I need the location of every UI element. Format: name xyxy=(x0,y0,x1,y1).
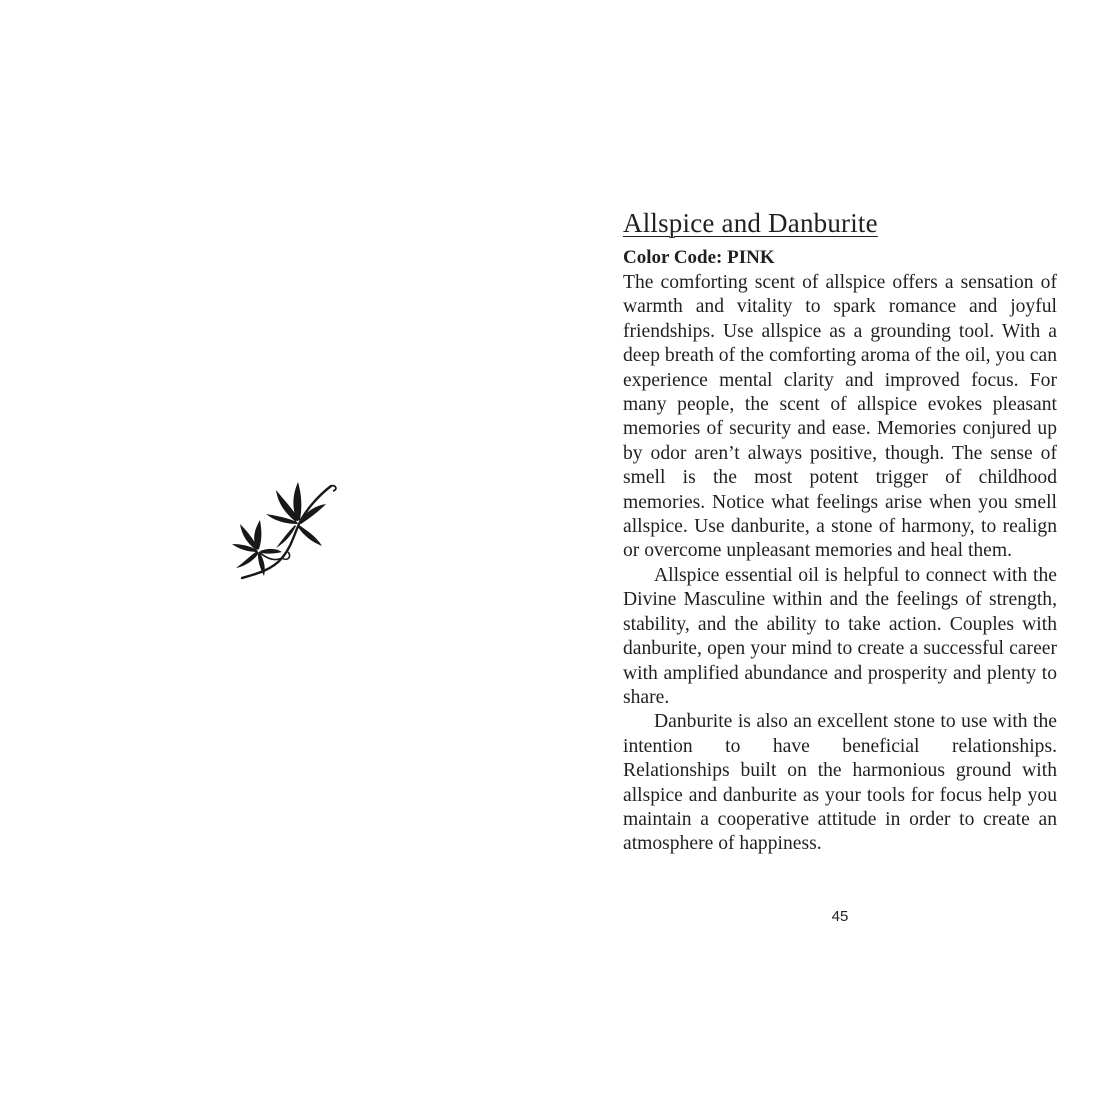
page-number: 45 xyxy=(831,908,849,925)
page-title: Allspice and Danburite xyxy=(623,208,878,238)
body-paragraph-1: The comforting scent of allspice offers a sensation of warmth and vitality to spark romance and joyful friendships. Use allspice as a grounding tool. With a deep breath of the comforting aroma of the oil, you can experience mental clarity and improved focus. For many people, the scent of allspice evokes pleasant memories of security and ease. Memories conjured up by odor aren’t always positive, though. The sense of smell is the most potent trigger of childhood memories. Notice what feelings arise when you smell allspice. Use danburite, a stone of harmony, to realign or overcome unpleasant memories and heal them. xyxy=(623,272,1057,562)
color-code-heading: Color Code: PINK xyxy=(623,247,775,268)
leaf-sprig-icon xyxy=(226,478,338,586)
text-page xyxy=(623,205,1057,857)
body-paragraph-3: Danburite is also an excellent stone to use with the intention to have beneficial relationships. Relationships built on the harmonious ground with allspice and danburite as your tools for focus help you maintain a cooperative attitude in order to create an atmosphere of happiness. xyxy=(623,711,1057,855)
body-paragraph-2: Allspice essential oil is helpful to connect with the Divine Masculine within and the feelings of strength, stability, and the ability to take action. Couples with danburite, open your mind to create a successful career with amplified abundance and prosperity and plenty to share. xyxy=(623,564,1057,708)
